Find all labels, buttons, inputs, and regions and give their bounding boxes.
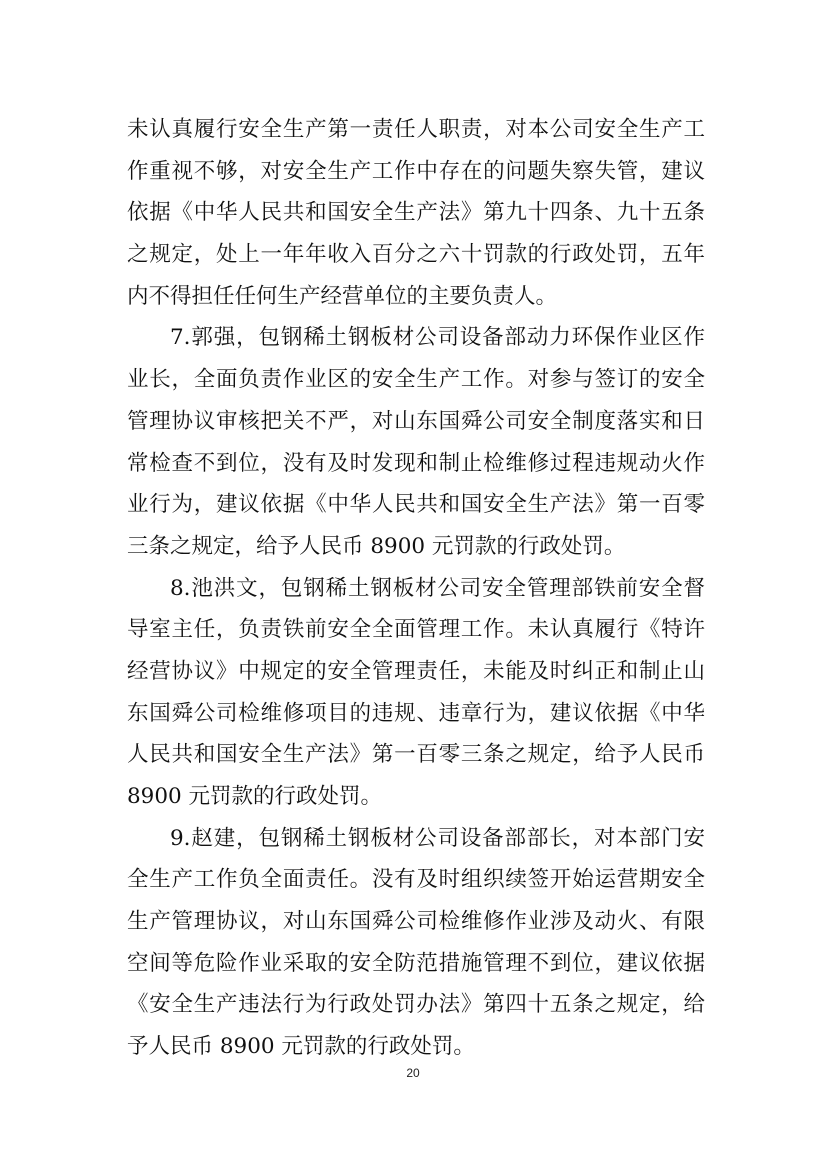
- text-line: 管理协议审核把关不严，对山东国舜公司安全制度落实和日: [127, 408, 705, 434]
- paragraph-item-8: [127, 568, 705, 818]
- text-line: 业行为，建议依据《中华人民共和国安全生产法》第一百零: [127, 492, 705, 518]
- text-line: 导室主任，负责铁前安全全面管理工作。未认真履行《特许: [127, 617, 705, 643]
- text-line: 业长，全面负责作业区的安全生产工作。对参与签订的安全: [127, 367, 705, 393]
- text-line: 9.赵建，包钢稀土钢板材公司设备部部长，对本部门安: [170, 825, 705, 851]
- text-line: 三条之规定，给予人民币 8900 元罚款的行政处罚。: [127, 533, 626, 559]
- text-line: 之规定，处上一年年收入百分之六十罚款的行政处罚，五年: [127, 242, 705, 268]
- text-line: 《安全生产违法行为行政处罚办法》第四十五条之规定，给: [127, 992, 705, 1018]
- body-text: [127, 109, 705, 1068]
- text-line: 内不得担任任何生产经营单位的主要负责人。: [127, 283, 558, 309]
- text-line: 东国舜公司检维修项目的违规、违章行为，建议依据《中华: [127, 700, 705, 726]
- text-line: 人民共和国安全生产法》第一百零三条之规定，给予人民币: [127, 742, 705, 768]
- text-line: 8.池洪文，包钢稀土钢板材公司安全管理部铁前安全督: [170, 575, 705, 601]
- text-line: 作重视不够，对安全生产工作中存在的问题失察失管，建议: [127, 158, 705, 184]
- text-line: 空间等危险作业采取的安全防范措施管理不到位，建议依据: [127, 950, 705, 976]
- text-line: 经营协议》中规定的安全管理责任，未能及时纠正和制止山: [127, 658, 705, 684]
- text-line: 依据《中华人民共和国安全生产法》第九十四条、九十五条: [127, 200, 705, 226]
- text-line: 生产管理协议，对山东国舜公司检维修作业涉及动火、有限: [127, 909, 705, 935]
- paragraph-continued: [127, 109, 705, 317]
- text-line: 7.郭强，包钢稀土钢板材公司设备部动力环保作业区作: [170, 325, 705, 351]
- text-line: 全生产工作负全面责任。没有及时组织续签开始运营期安全: [127, 867, 705, 893]
- page-number: 20: [406, 1066, 420, 1080]
- text-line: 常检查不到位，没有及时发现和制止检维修过程违规动火作: [127, 450, 705, 476]
- text-line: 未认真履行安全生产第一责任人职责，对本公司安全生产工: [127, 117, 705, 142]
- text-line: 8900 元罚款的行政处罚。: [127, 784, 383, 809]
- text-line: 予人民币 8900 元罚款的行政处罚。: [127, 1034, 475, 1060]
- paragraph-item-9: [127, 818, 705, 1068]
- paragraph-item-7: [127, 317, 705, 567]
